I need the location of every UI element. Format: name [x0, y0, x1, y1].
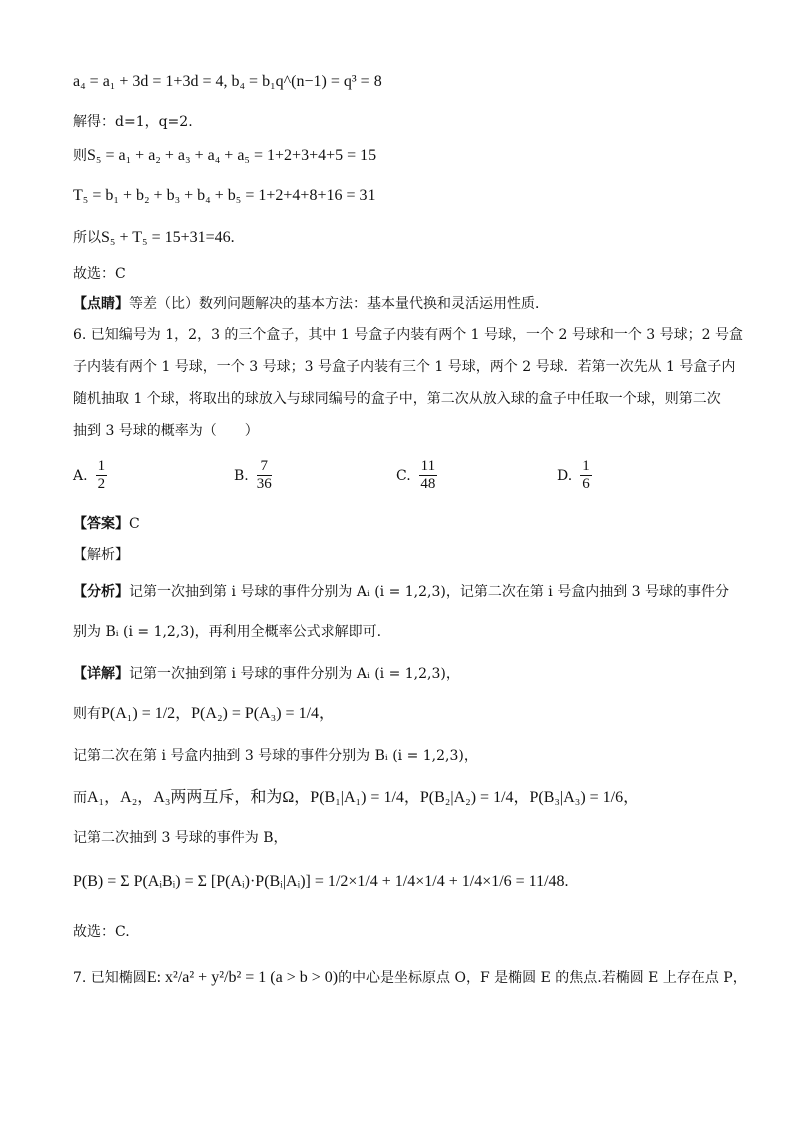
option-b: B. $\frac{7}{36}$ — [234, 458, 272, 492]
answer-line: 【答案】C — [73, 516, 140, 532]
solve-result: 解得：d=1，q=2. — [73, 114, 193, 130]
t5-line: T₅ = b₁ + b₂ + b₃ + b₄ + b₅ = 1+2+4+8+16 = 31 — [73, 187, 376, 204]
q6-stem-line3: 随机抽取 1 个球，将取出的球放入与球同编号的盒子中，第二次从放入球的盒子中任取一个球，则第二次 — [73, 391, 721, 407]
fenxi-line2: 别为 Bᵢ (i = 1,2,3)，再利用全概率公式求解即可. — [73, 624, 382, 640]
q6-stem-line1: 6. 已知编号为 1，2，3 的三个盒子，其中 1 号盒子内装有两个 1 号球，一个 2 号球和一个 3 号球；2 号盒 — [73, 327, 744, 343]
sum-line: 所以S₅ + T₅ = 15+31=46. — [73, 229, 235, 246]
option-d: D. $\frac{1}{6}$ — [557, 458, 590, 492]
xiangjie-line1: 【详解】记第一次抽到第 i 号球的事件分别为 Aᵢ (i = 1,2,3)， — [73, 666, 460, 682]
q6-choice: 故选：C. — [73, 924, 130, 940]
conditional-probabilities: 而A₁，A₂，A₃两两互斥，和为Ω，P(B₁|A₁) = 1/4，P(B₂|A₂) = 1/4，P(B₃|A₃) = 1/6， — [73, 789, 640, 806]
analysis-tag: 【解析】 — [73, 547, 129, 563]
fenxi-line1: 【分析】记第一次抽到第 i 号球的事件分别为 Aᵢ (i = 1,2,3)，记第二次在第 i 号盒内抽到 3 号球的事件分 — [73, 584, 730, 600]
s5-line: 则S₅ = a₁ + a₂ + a₃ + a₄ + a₅ = 1+2+3+4+5 = 15 — [73, 147, 377, 164]
option-a: A. $\frac{1}{2}$ — [73, 458, 106, 492]
note-line: 【点睛】等差（比）数列问题解决的基本方法：基本量代换和灵活运用性质． — [73, 296, 549, 312]
q6-stem-line2: 子内装有两个 1 号球，一个 3 号球；3 号盒子内装有三个 1 号球，两个 2 号球．若第一次先从 1 号盒子内 — [73, 359, 736, 375]
event-b-line: 记第二次抽到 3 号球的事件为 B， — [73, 830, 288, 846]
probabilities-a: 则有P(A₁) = 1/2，P(A₂) = P(A₃) = 1/4， — [73, 705, 336, 722]
q6-stem-line4: 抽到 3 号球的概率为（ ） — [73, 423, 259, 439]
equation-a4-b4: a₄ = a₁ + 3d = 1+3d = 4, b₄ = b₁q^(n−1) = q³ = 8 — [73, 73, 382, 90]
q7-stem: 7. 已知椭圆E: x²/a² + y²/b² = 1 (a > b > 0)的中心是坐标原点 O，F 是椭圆 E 的焦点.若椭圆 E 上存在点 P， — [73, 969, 747, 986]
prev-choice: 故选：C — [73, 266, 126, 282]
second-events-line: 记第二次在第 i 号盒内抽到 3 号球的事件分别为 Bᵢ (i = 1,2,3)， — [73, 748, 478, 764]
total-probability-formula: P(B) = Σ P(AᵢBᵢ) = Σ [P(Aᵢ)·P(Bᵢ|Aᵢ)] = 1/2×1/4 + 1/4×1/4 + 1/4×1/6 = 11/48. — [73, 873, 569, 890]
option-c: C. $\frac{11}{48}$ — [396, 458, 436, 492]
